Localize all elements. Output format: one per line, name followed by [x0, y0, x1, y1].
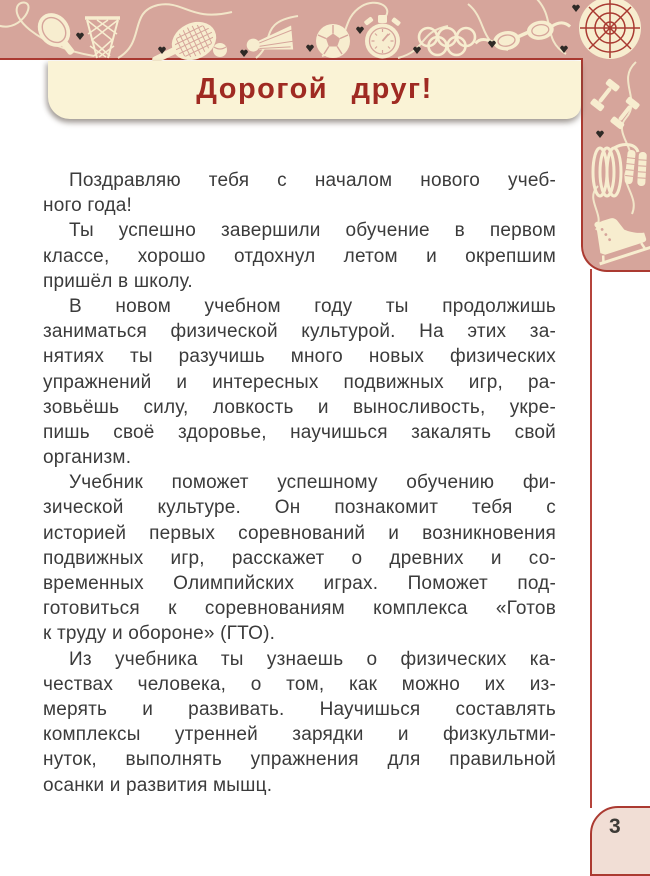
text-line: временных Олимпийских играх. Поможет под-: [43, 573, 556, 594]
text-line: заниматься физической культурой. На этих за-: [43, 321, 556, 343]
text-line: зической культуре. Он познакомит тебя с: [43, 497, 556, 519]
text-line: Поздравляю тебя с началом нового учеб-: [69, 170, 556, 191]
text-line: нятиях ты разучишь много новых физических: [43, 346, 556, 368]
text-line: Учебник поможет успешному обучению фи-: [69, 472, 556, 494]
page-border-line: [590, 269, 592, 808]
text-line: осанки и развития мышц.: [43, 774, 273, 796]
page-title: Дорогой друг!: [196, 73, 433, 105]
text-line: комплексы утренней зарядки и физкультми-: [43, 724, 556, 746]
body-text: [43, 168, 556, 798]
text-line: организм.: [43, 447, 132, 469]
text-line: Из учебника ты узнаешь о физических ка-: [69, 648, 556, 670]
text-line: классе, хорошо отдохнул летом и окрепшим: [43, 245, 556, 267]
text-line: чествах человека, о том, как можно их из-: [43, 673, 556, 695]
text-line: к труду и обороне» (ГТО).: [43, 623, 276, 645]
page-number: 3: [609, 815, 621, 838]
page-number-tab: [590, 806, 650, 876]
text-line: мерять и развивать. Научишься составлять: [43, 698, 556, 720]
text-line: готовиться к соревнованиям комплекса «Готов: [43, 598, 556, 620]
text-line: Ты успешно завершили обучение в первом: [69, 220, 556, 242]
text-line: подвижных игр, расскажет о древних и со-: [43, 547, 556, 569]
text-line: нуток, выполнять упражнения для правильной: [43, 749, 556, 771]
sports-icons-band: [0, 0, 650, 60]
sports-icons-sidebar: [581, 58, 650, 272]
title-banner: [48, 61, 581, 119]
text-line: пишь своё здоровье, научишься закалять свой: [43, 421, 556, 443]
text-line: пришёл в школу.: [43, 270, 193, 292]
text-line: ного года!: [43, 195, 133, 217]
text-line: историей первых соревнований и возникновения: [43, 522, 556, 544]
text-line: В новом учебном году ты продолжишь: [69, 295, 556, 317]
text-line: зовьёшь силу, ловкость и выносливость, укре-: [43, 396, 556, 418]
text-line: упражнений и интересных подвижных игр, ра-: [43, 371, 556, 393]
